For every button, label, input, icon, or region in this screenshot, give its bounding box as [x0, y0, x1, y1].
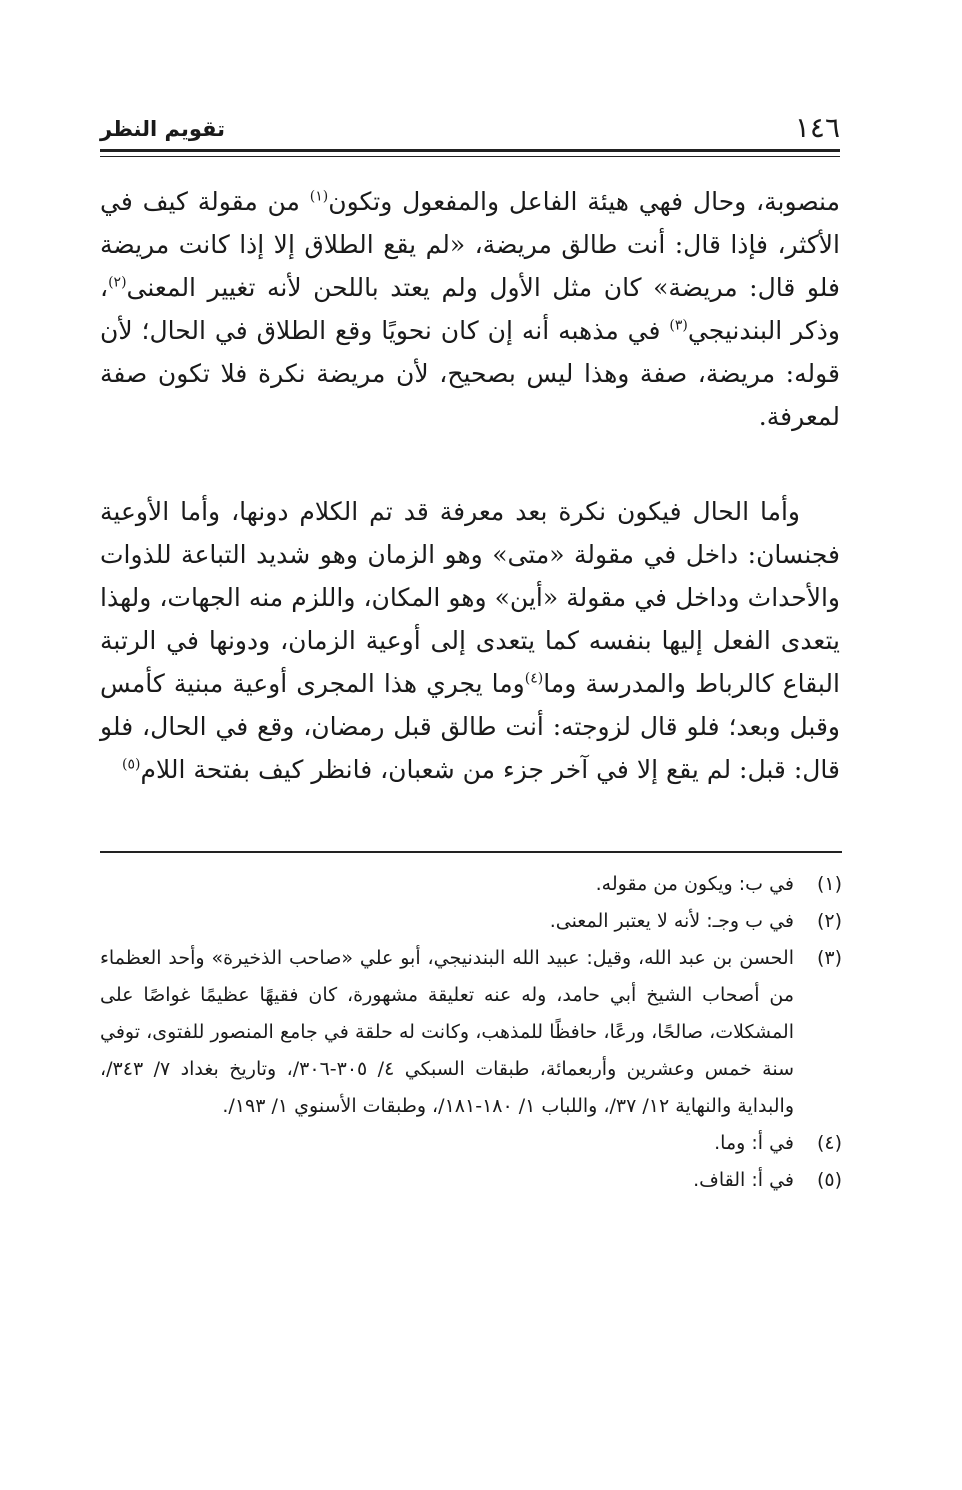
footnote-3: [100, 940, 842, 1125]
body-paragraph-1: [100, 180, 840, 438]
para1-segment-1: منصوبة، وحال فهي هيئة الفاعل والمفعول وتكون: [328, 187, 840, 216]
footnote-number: (٢): [816, 910, 842, 932]
page-number: ١٤٦: [794, 111, 840, 144]
footnote-text: في أ: القاف.: [693, 1169, 794, 1191]
footnote-ref-4[interactable]: (٤): [524, 670, 544, 687]
body-paragraph-2: [100, 490, 840, 791]
footnote-5: [100, 1162, 842, 1199]
footnote-ref-2[interactable]: (٢): [108, 274, 127, 291]
footnote-number: (٤): [816, 1132, 842, 1154]
footnote-number: (٣): [816, 947, 842, 969]
para1-segment-2: من مقولة كيف في الأكثر، فإذا قال: أنت طالق مريضة، «لم يقع الطلاق إلا إذا كانت مريضة فلو قال: مريضة» كان مثل الأول ولم يعتد باللحن لأنه تغيير المعنى: [100, 187, 840, 302]
footnote-ref-1[interactable]: (١): [309, 188, 329, 205]
footnote-ref-5[interactable]: (٥): [122, 756, 141, 773]
para1-segment-3: ، وذكر البندنيجي: [100, 273, 840, 345]
footnote-4: [100, 1125, 842, 1162]
header-rule-thick: [100, 149, 840, 152]
footnote-text: في ب: ويكون من مقوله.: [595, 873, 794, 895]
footnote-number: (١): [816, 873, 842, 895]
footnote-text: في أ: وما.: [714, 1132, 794, 1154]
footnotes-section: [100, 866, 842, 1199]
para2-segment-1: وأما الحال فيكون نكرة بعد معرفة قد تم الكلام دونها، وأما الأوعية فجنسان: داخل في مقولة «متى» وهو الزمان وهو شديد التباعة للذوات والأحداث وداخل في مقولة «أين» وهو المكان، واللزم منه الجهات، ولهذا يتعدى الفعل إليها بنفسه كما يتعدى إلى أوعية الزمان، ودونها في الرتبة البقاع كالرباط والمدرسة وما: [100, 497, 840, 698]
para2-segment-2: وما يجري هذا المجرى أوعية مبنية كأمس وقبل وبعد؛ فلو قال لزوجته: أنت طالق قبل رمضان، وقع في الحال، فلو قال: قبل: لم يقع إلا في آخر جزء من شعبان، فانظر كيف بفتحة اللام: [100, 669, 840, 784]
footnote-2: [100, 903, 842, 940]
footnote-separator: [100, 851, 842, 853]
footnote-number: (٥): [816, 1169, 842, 1191]
header-rule-thin: [100, 156, 840, 157]
para1-segment-4: في مذهبه أنه إن كان نحويًا وقع الطلاق في الحال؛ لأن قوله: مريضة، صفة وهذا ليس بصحيح، لأن مريضة نكرة فلا تكون صفة لمعرفة.: [100, 316, 840, 431]
footnote-text: الحسن بن عبد الله، وقيل: عبيد الله البندنيجي، أبو علي «صاحب الذخيرة» وأحد العظماء من أصحاب الشيخ أبي حامد، وله عنه تعليقة مشهورة، كان فقيهًا عظيمًا غواصًا على المشكلات، صالحًا، ورعًا، حافظًا للمذهب، وكانت له حلقة في جامع المنصور للفتوى، توفي سنة خمس وعشرين وأربعمائة، طبقات السبكي ٤/ ٣٠٥-٣٠٦/، وتاريخ بغداد ٧/ ٣٤٣/، والبداية والنهاية ١٢/ ٣٧/، واللباب ١/ ١٨٠-١٨١/، وطبقات الأسنوي ١/ ١٩٣/.: [100, 947, 794, 1117]
footnote-text: في ب وجـ: لأنه لا يعتبر المعنى.: [549, 910, 794, 932]
running-header: [100, 108, 840, 148]
footnote-1: [100, 866, 842, 903]
footnote-ref-3[interactable]: (٣): [669, 317, 688, 334]
running-title: تقويم النظر: [100, 117, 226, 141]
